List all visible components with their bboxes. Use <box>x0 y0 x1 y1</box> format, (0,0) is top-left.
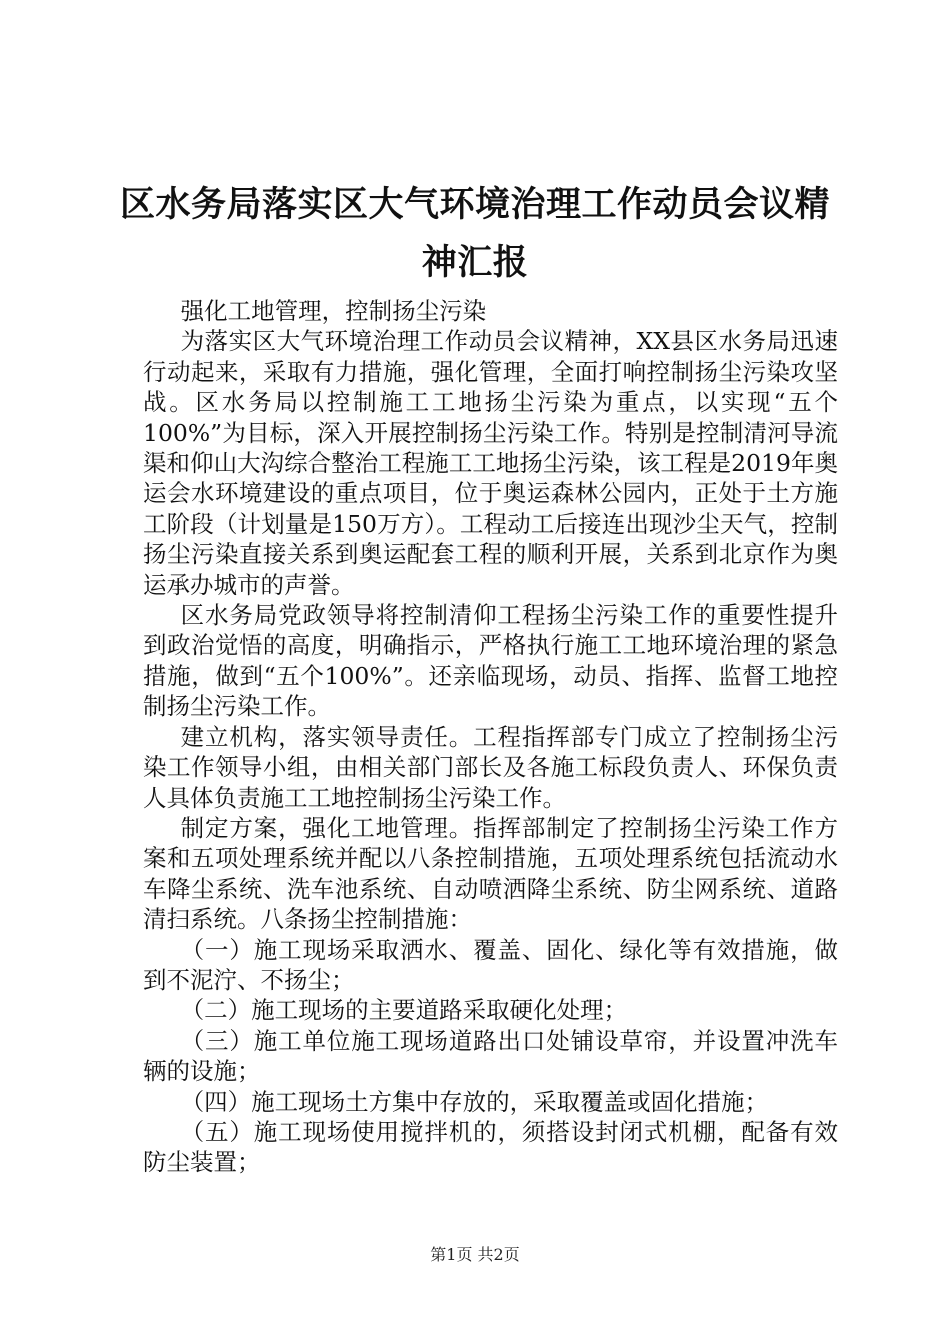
document-title: 区水务局落实区大气环境治理工作动员会议精神汇报 <box>119 185 830 283</box>
list-item: （五）施工现场使用搅拌机的，须搭设封闭式机棚，配备有效防尘装置； <box>143 1117 838 1177</box>
paragraph: 区水务局党政领导将控制清仰工程扬尘污染工作的重要性提升到政治觉悟的高度，明确指示，严格执行施工工地环境治理的紧急措施，做到“五个100%”。还亲临现场，动员、指挥、监督工地控制扬尘污染工作。 <box>143 601 838 721</box>
paragraph: 制定方案，强化工地管理。指挥部制定了控制扬尘污染工作方案和五项处理系统并配以八条控制措施，五项处理系统包括流动水车降尘系统、洗车池系统、自动喷洒降尘系统、防尘网系统、道路清扫系统。八条扬尘控制措施： <box>143 813 838 934</box>
document-body <box>143 296 838 1178</box>
paragraph: 为落实区大气环境治理工作动员会议精神，XX县区水务局迅速行动起来，采取有力措施，强化管理，全面打响控制扬尘污染攻坚战。区水务局以控制施工工地扬尘污染为重点，以实现“五个100%”为目标，深入开展控制扬尘污染工作。特别是控制清河导流渠和仰山大沟综合整治工程施工工地扬尘污染，该工程是2019年奥运会水环境建设的重点项目，位于奥运森林公园内，正处于土方施工阶段（计划量是150万方）。工程动工后接连出现沙尘天气，控制扬尘污染直接关系到奥运配套工程的顺利开展，关系到北京作为奥运承办城市的声誉。 <box>143 327 838 599</box>
list-item: （四）施工现场土方集中存放的，采取覆盖或固化措施； <box>180 1087 769 1116</box>
list-item: （一）施工现场采取洒水、覆盖、固化、绿化等有效措施，做到不泥泞、不扬尘； <box>143 935 838 994</box>
list-item: （二）施工现场的主要道路采取硬化处理； <box>180 996 628 1025</box>
paragraph: 建立机构，落实领导责任。工程指挥部专门成立了控制扬尘污染工作领导小组，由相关部门部长及各施工标段负责人、环保负责人具体负责施工工地控制扬尘污染工作。 <box>143 722 838 812</box>
page-number-footer: 第1页 共2页 <box>430 1245 520 1264</box>
list-item: （三）施工单位施工现场道路出口处铺设草帘，并设置冲洗车辆的设施； <box>143 1026 838 1086</box>
section-heading: 强化工地管理，控制扬尘污染 <box>180 297 487 325</box>
